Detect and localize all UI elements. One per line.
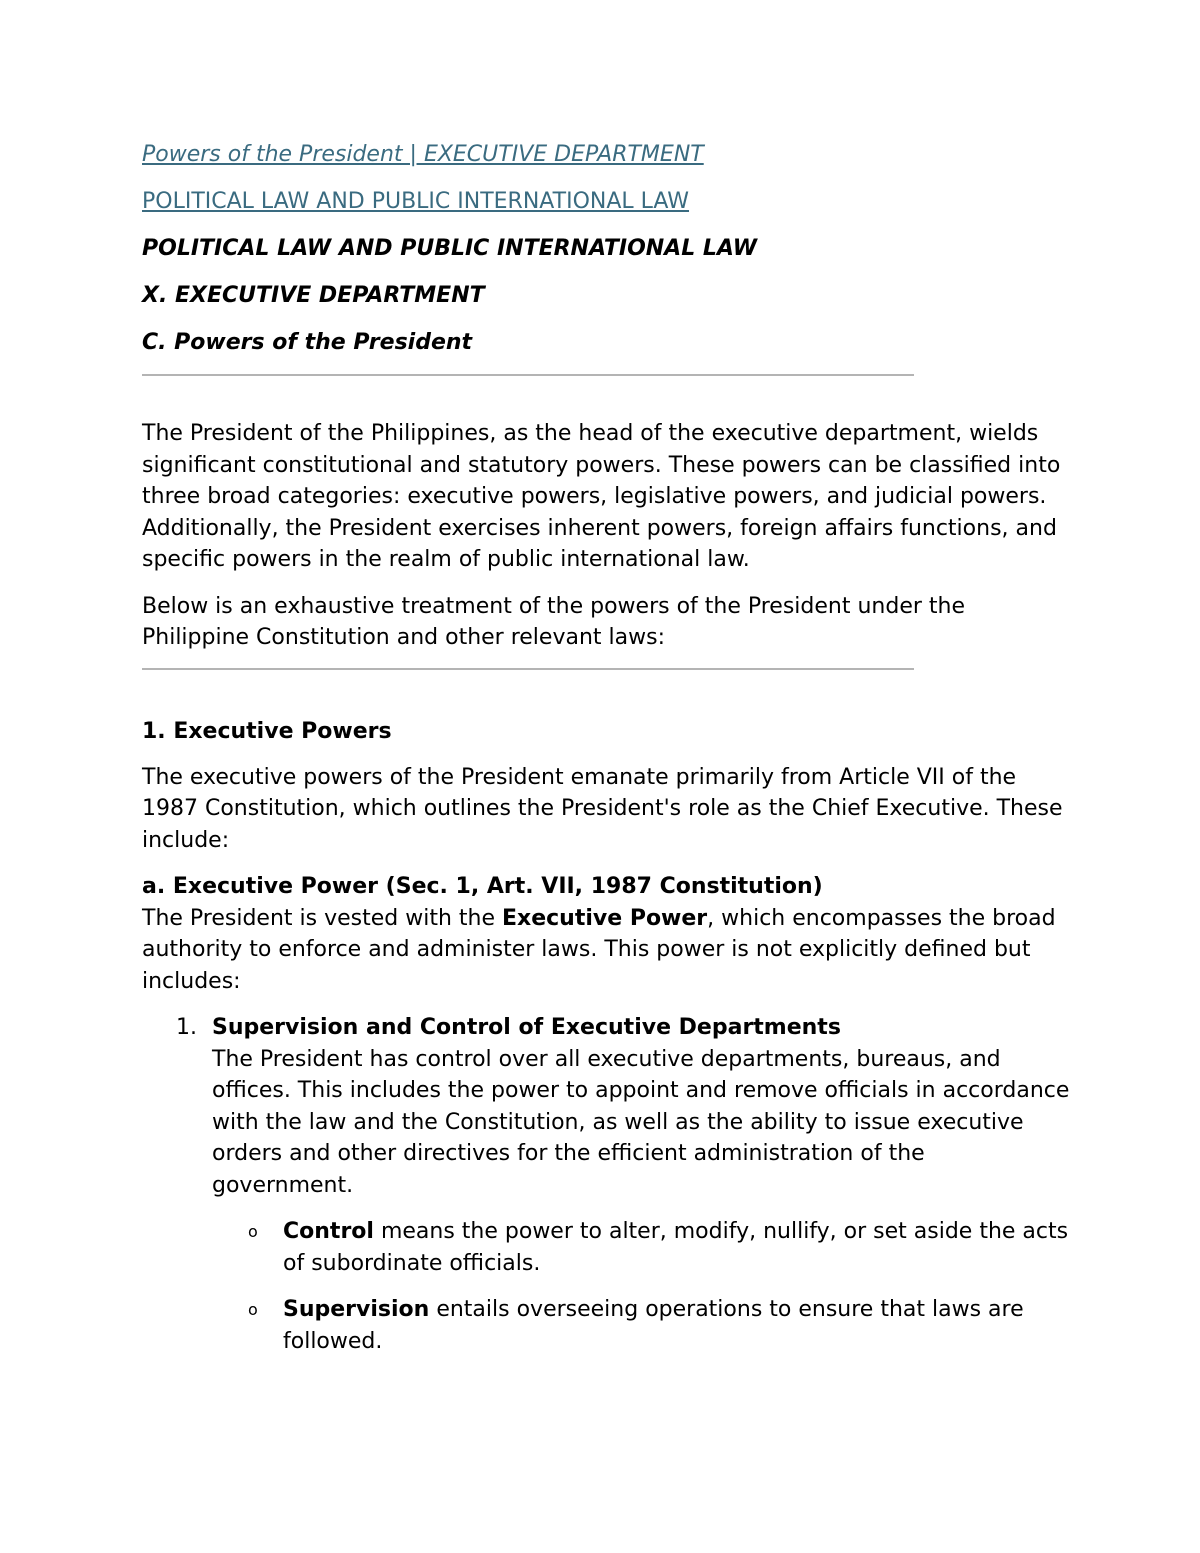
category-link[interactable]: POLITICAL LAW AND PUBLIC INTERNATIONAL LAW: [142, 189, 690, 214]
bullet-marker: o: [248, 1300, 258, 1319]
bullet-marker: o: [248, 1222, 258, 1241]
intro-paragraph-2: Below is an exhaustive treatment of the powers of the President under the Philippine Constitution and other relevant laws:: [142, 593, 966, 650]
numbered-list-item: [142, 1012, 1072, 1201]
bullet-text: entails overseeing operations to ensure that laws are followed.: [283, 1297, 1024, 1354]
bullet-term: Supervision: [283, 1297, 430, 1322]
bullet-list-item: [142, 1294, 1072, 1357]
title-link[interactable]: Powers of the President | EXECUTIVE DEPARTMENT: [142, 142, 704, 167]
section-intro-paragraph: The executive powers of the President emanate primarily from Article VII of the 1987 Constitution, which outlines the President's role as the Chief Executive. These include:: [142, 764, 1063, 853]
list-item-text: The President has control over all executive departments, bureaus, and offices. This includes the power to appoint and remove officials in accordance with the law and the Constitution, as well as the ability to issue executive orders and other directives for the efficient administration of the government.: [212, 1046, 1070, 1198]
subsection-text-before: The President is vested with the: [142, 905, 502, 931]
subsection-bold-term: Executive Power: [502, 905, 708, 931]
section-heading-executive-powers: 1. Executive Powers: [142, 718, 392, 744]
subject-heading: POLITICAL LAW AND PUBLIC INTERNATIONAL LAW: [142, 236, 757, 261]
intro-paragraph-1: The President of the Philippines, as the head of the executive department, wields significant constitutional and statutory powers. These powers can be classified into three broad categories: executive powers, legislative powers, and judicial powers. Additionally, the President exercises inherent powers, foreign affairs functions, and specific powers in the realm of public international law.: [142, 421, 1061, 572]
subsection-text-after: , which encompasses the broad authority to enforce and administer laws. This power is not explicitly defined but includes:: [142, 905, 1056, 994]
bullet-text: means the power to alter, modify, nullify, or set aside the acts of subordinate officials.: [283, 1219, 1069, 1276]
divider: [142, 374, 914, 376]
divider: [142, 668, 914, 670]
document-content: [142, 140, 1072, 1372]
subsection-title: a. Executive Power (Sec. 1, Art. VII, 1987 Constitution): [142, 874, 823, 899]
list-number: 1.: [176, 1015, 197, 1040]
subsection-executive-power: [142, 871, 1072, 997]
list-item-title: Supervision and Control of Executive Departments: [212, 1015, 841, 1040]
bullet-list-item: [142, 1216, 1072, 1279]
topic-heading: C. Powers of the President: [142, 330, 473, 355]
bullet-term: Control: [283, 1219, 374, 1244]
department-heading: X. EXECUTIVE DEPARTMENT: [142, 283, 485, 308]
